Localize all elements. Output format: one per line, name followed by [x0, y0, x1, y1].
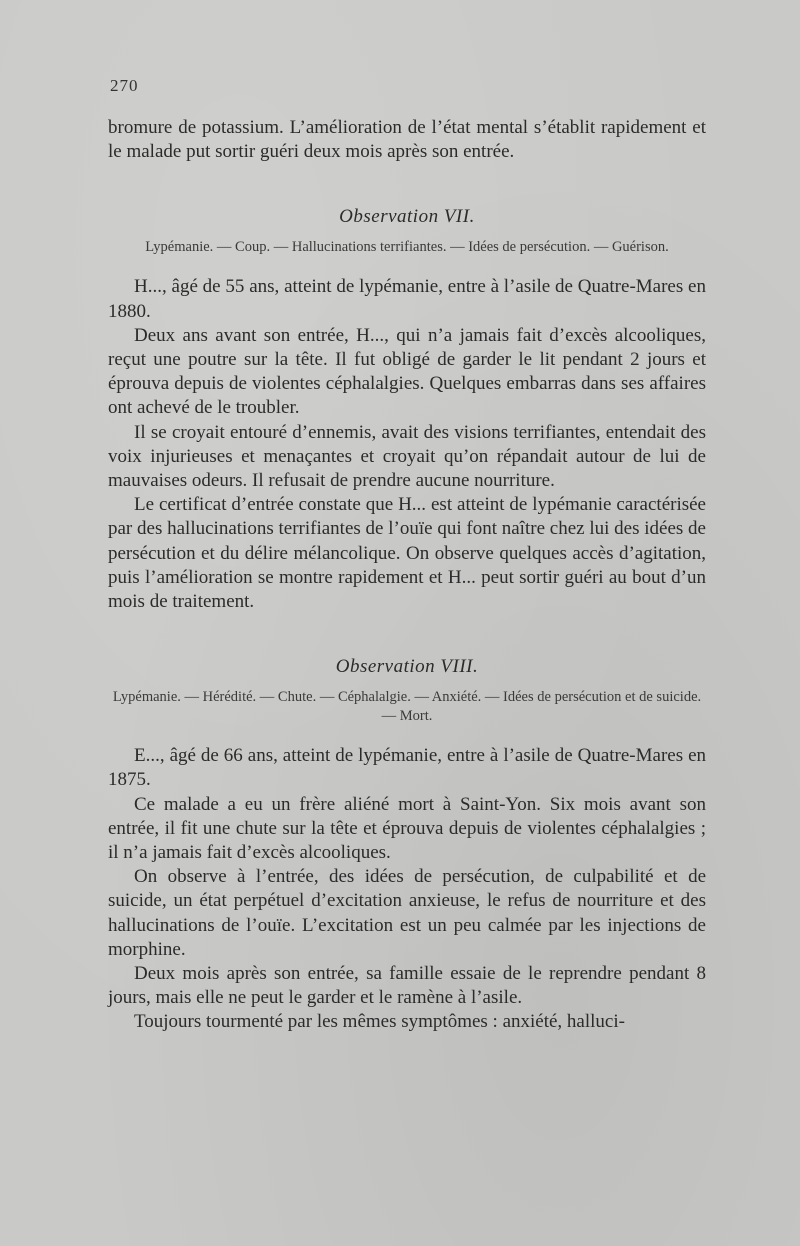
observation-8-paragraph: Toujours tourmenté par les mêmes symptômes : anxiété, halluci- [134, 1011, 625, 1033]
section-gap [108, 164, 706, 186]
observation-8-title: Observation VIII. [335, 656, 479, 678]
observation-7-paragraph: H..., âgé de 55 ans, atteint de lypémanie, entre à l’asile de Quatre-Mares en 1880. [108, 276, 706, 322]
paragraph-continuation: bromure de potassium. L’amélioration de l’état mental s’établit rapidement et le malade put sortir guéri deux mois après son entrée. [108, 117, 706, 163]
observation-7-title: Observation VII. [339, 206, 475, 228]
observation-8-paragraph: E..., âgé de 66 ans, atteint de lypémanie, entre à l’asile de Quatre-Mares en 1875. [108, 745, 706, 791]
observation-8-section [108, 656, 706, 1034]
observation-7-paragraph: Deux ans avant son entrée, H..., qui n’a jamais fait d’excès alcooliques, reçut une poutre sur la tête. Il fut obligé de garder le lit pendant 2 jours et éprouva depuis de violentes céphalalgies. Quelques embarras dans ses affaires ont achevé de le troubler. [108, 324, 706, 419]
observation-7-summary: Lypémanie. — Coup. — Hallucinations terrifiantes. — Idées de persécution. — Guérison. [145, 239, 669, 256]
section-gap [108, 614, 706, 636]
observation-8-summary: Lypémanie. — Hérédité. — Chute. — Céphalalgie. — Anxiété. — Idées de persécution et de suicide. — Mort. [112, 689, 702, 725]
page-number: 270 [110, 76, 139, 95]
observation-8-paragraph: On observe à l’entrée, des idées de persécution, de culpabilité et de suicide, un état perpétuel d’excitation anxieuse, le refus de nourriture et des hallucinations de l’ouïe. L’excitation est un peu calmée par les injections de morphine. [108, 866, 706, 960]
document-page [108, 76, 706, 1035]
observation-8-paragraph: Ce malade a eu un frère aliéné mort à Saint-Yon. Six mois avant son entrée, il fit une chute sur la tête et éprouva depuis de violentes céphalalgies ; il n’a jamais fait d’excès alcooliques. [108, 793, 706, 864]
observation-7-paragraph: Le certificat d’entrée constate que H... est atteint de lypémanie caractérisée par des hallucinations terrifiantes de l’ouïe qui font naître chez lui des idées de persécution et du délire mélancolique. On observe quelques accès d’agitation, puis l’amélioration se montre rapidement et H... peut sortir guéri au bout d’un mois de traitement. [108, 494, 706, 613]
observation-7-paragraph: Il se croyait entouré d’ennemis, avait des visions terrifiantes, entendait des voix injurieuses et menaçantes et croyait qu’on répandait autour de lui de mauvaises odeurs. Il refusait de prendre aucune nourriture. [108, 421, 706, 492]
observation-7-section [108, 206, 706, 614]
observation-8-paragraph: Deux mois après son entrée, sa famille essaie de le reprendre pendant 8 jours, mais elle ne peut le garder et le ramène à l’asile. [108, 963, 706, 1009]
